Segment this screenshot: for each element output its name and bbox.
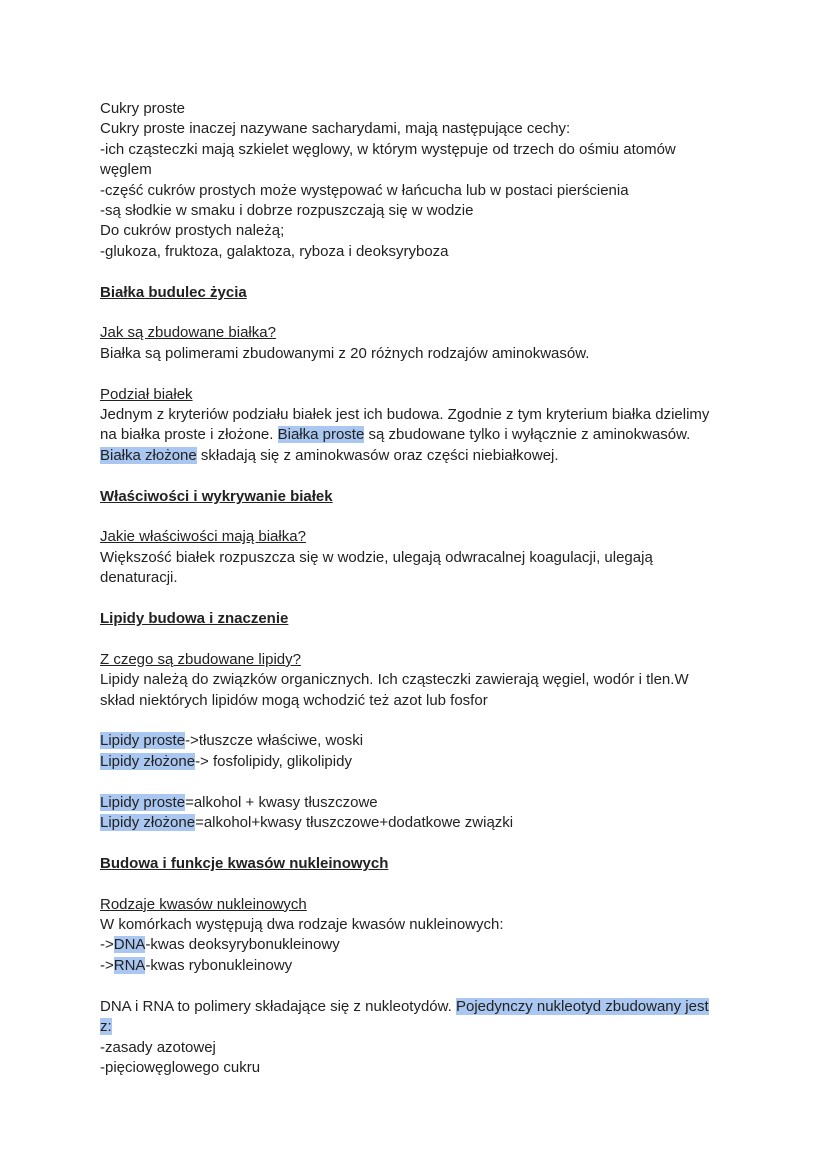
paragraph-line: ->DNA-kwas deoksyrybonukleinowy	[100, 936, 340, 954]
paragraph-line: Lipidy złożone-> fosfolipidy, glikolipidy	[100, 752, 352, 770]
highlight: Lipidy proste	[100, 732, 186, 750]
paragraph-line: na białka proste i złożone. Białka proste są zbudowane tylko i wyłącznie z aminokwasów.	[100, 426, 691, 444]
paragraph-line: Białka złożone składają się z aminokwasów oraz części niebiałkowej.	[100, 446, 559, 464]
paragraph-line: Lipidy proste=alkohol + kwasy tłuszczowe	[100, 793, 378, 811]
paragraph-line: Większość białek rozpuszcza się w wodzie, ulegają odwracalnej koagulacji, ulegają	[100, 548, 653, 566]
heading-lipidy: Lipidy budowa i znaczenie	[100, 610, 289, 628]
highlight: Białka złożone	[100, 446, 197, 464]
paragraph-line: Do cukrów prostych należą;	[100, 222, 285, 240]
paragraph-line: -ich cząsteczki mają szkielet węglowy, w którym występuje od trzech do ośmiu atomów	[100, 140, 676, 158]
highlight: Lipidy proste	[100, 793, 186, 811]
paragraph-line: Białka są polimerami zbudowanymi z 20 różnych rodzajów aminokwasów.	[100, 344, 590, 362]
subheading-wlasciwosci: Jakie właściwości mają białka?	[100, 528, 306, 546]
paragraph-line: Lipidy należą do związków organicznych. Ich cząsteczki zawierają węgiel, wodór i tlen.W	[100, 671, 689, 689]
paragraph-line: Lipidy złożone=alkohol+kwasy tłuszczowe+dodatkowe związki	[100, 814, 514, 832]
highlight: DNA	[113, 936, 146, 954]
heading-bialka: Białka budulec życia	[100, 283, 247, 301]
subheading-bialka-budowa: Jak są zbudowane białka?	[100, 324, 276, 342]
paragraph-line: ->RNA-kwas rybonukleinowy	[100, 956, 293, 974]
subheading-podzial-bialek: Podział białek	[100, 385, 193, 403]
highlight: Lipidy złożone	[100, 814, 196, 832]
paragraph-line: -część cukrów prostych może występować w łańcucha lub w postaci pierścienia	[100, 181, 629, 199]
paragraph-line: -zasady azotowej	[100, 1038, 216, 1056]
highlight: RNA	[113, 956, 146, 974]
paragraph-line: Jednym z kryteriów podziału białek jest ich budowa. Zgodnie z tym kryterium białka dzielimy	[100, 406, 710, 424]
subheading-lipidy: Z czego są zbudowane lipidy?	[100, 650, 301, 668]
paragraph-line: DNA i RNA to polimery składające się z nukleotydów. Pojedynczy nukleotyd zbudowany jest	[100, 997, 709, 1015]
paragraph-line: Lipidy proste->tłuszcze właściwe, woski	[100, 732, 364, 750]
highlight: Lipidy złożone	[100, 752, 196, 770]
heading-wlasciwosci: Właściwości i wykrywanie białek	[100, 487, 333, 505]
paragraph-line: denaturacji.	[100, 569, 178, 587]
paragraph-line: Cukry proste inaczej nazywane sacharydami, mają następujące cechy:	[100, 120, 571, 138]
highlight: z:	[100, 1018, 112, 1036]
paragraph-line: -są słodkie w smaku i dobrze rozpuszczają się w wodzie	[100, 202, 474, 220]
subheading-kwasy: Rodzaje kwasów nukleinowych	[100, 895, 307, 913]
paragraph-line: -pięciowęglowego cukru	[100, 1058, 261, 1076]
heading-kwasy: Budowa i funkcje kwasów nukleinowych	[100, 854, 389, 872]
paragraph-line: -glukoza, fruktoza, galaktoza, ryboza i deoksyryboza	[100, 242, 449, 260]
highlight: Białka proste	[277, 426, 365, 444]
paragraph-line	[100, 1017, 738, 1037]
paragraph-line: węglem	[100, 161, 152, 179]
paragraph-line: W komórkach występują dwa rodzaje kwasów nukleinowych:	[100, 916, 504, 934]
highlight: Pojedynczy nukleotyd zbudowany jest	[456, 997, 709, 1015]
section-title-cukry: Cukry proste	[100, 100, 186, 117]
paragraph-line: skład niektórych lipidów mogą wchodzić też azot lub fosfor	[100, 691, 488, 709]
